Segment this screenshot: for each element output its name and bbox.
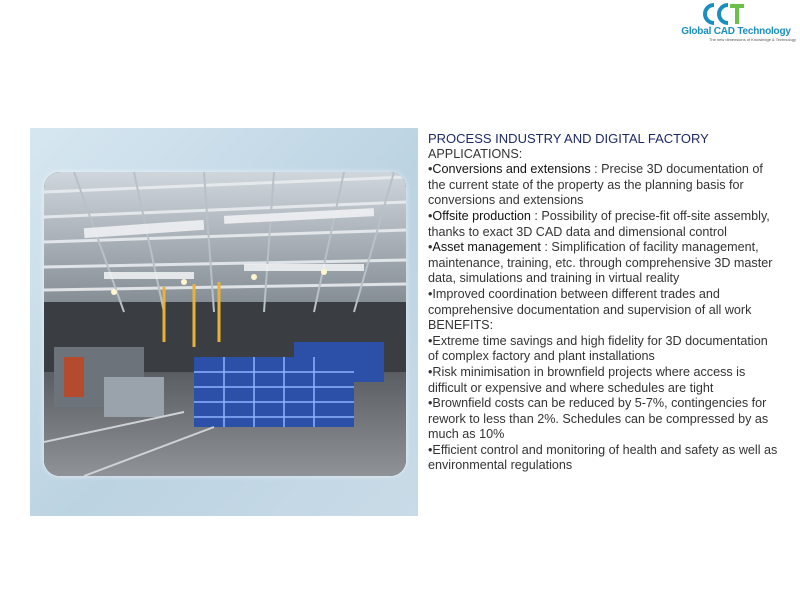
list-item (428, 287, 780, 318)
bullet: • (428, 162, 433, 177)
bullet: • (428, 396, 433, 411)
item-text: Risk minimisation in brownfield projects where access is difficult or expensive and where schedules are tight (428, 364, 746, 395)
list-item (428, 209, 780, 240)
bullet: • (428, 442, 433, 457)
list-item (428, 162, 780, 209)
company-logo (676, 2, 796, 46)
item-text: : Precise 3D documentation of the current state of the property as the planning basis for conversions and extensions (428, 162, 763, 208)
item-lead: Offsite production (432, 208, 531, 223)
list-item (428, 365, 780, 396)
benefits-label: BENEFITS: (428, 318, 494, 333)
bullet: • (428, 208, 433, 223)
bullet: • (428, 286, 433, 301)
item-text: Improved coordination between different trades and comprehensive documentation and supervision of all work (428, 286, 752, 317)
list-item (428, 443, 780, 474)
item-text: Extreme time savings and high fidelity for 3D documentation of complex factory and plant installations (428, 333, 768, 364)
item-text: : Possibility of precise-fit off-site assembly, thanks to exact 3D CAD data and dimensional control (428, 208, 770, 239)
item-text: : Simplification of facility management, maintenance, training, etc. through comprehensive 3D master data, simulations and training in virtual reality (428, 240, 773, 286)
logo-name: Global CAD Technology (681, 26, 791, 37)
item-text: Brownfield costs can be reduced by 5-7%, contingencies for rework to less than 2%. Schedules can be compressed by as much as 10% (428, 396, 769, 442)
photo-panel (30, 128, 418, 516)
item-lead: Asset management (432, 240, 541, 255)
item-lead: Conversions and extensions (432, 162, 591, 177)
list-item (428, 334, 780, 365)
factory-illustration (44, 172, 406, 476)
item-text: Efficient control and monitoring of health and safety as well as environmental regulations (428, 442, 778, 473)
section-heading: PROCESS INDUSTRY AND DIGITAL FACTORY (428, 131, 709, 146)
list-item (428, 396, 780, 443)
text-panel (428, 131, 780, 474)
logo-tagline: The new dimensions of Knowledge & Technology (708, 37, 796, 42)
gct-logo-mark-icon (700, 2, 748, 26)
bullet: • (428, 364, 433, 379)
applications-label: APPLICATIONS: (428, 146, 523, 161)
bullet: • (428, 333, 433, 348)
factory-interior-photo (44, 172, 406, 476)
bullet: • (428, 240, 433, 255)
list-item (428, 240, 780, 287)
